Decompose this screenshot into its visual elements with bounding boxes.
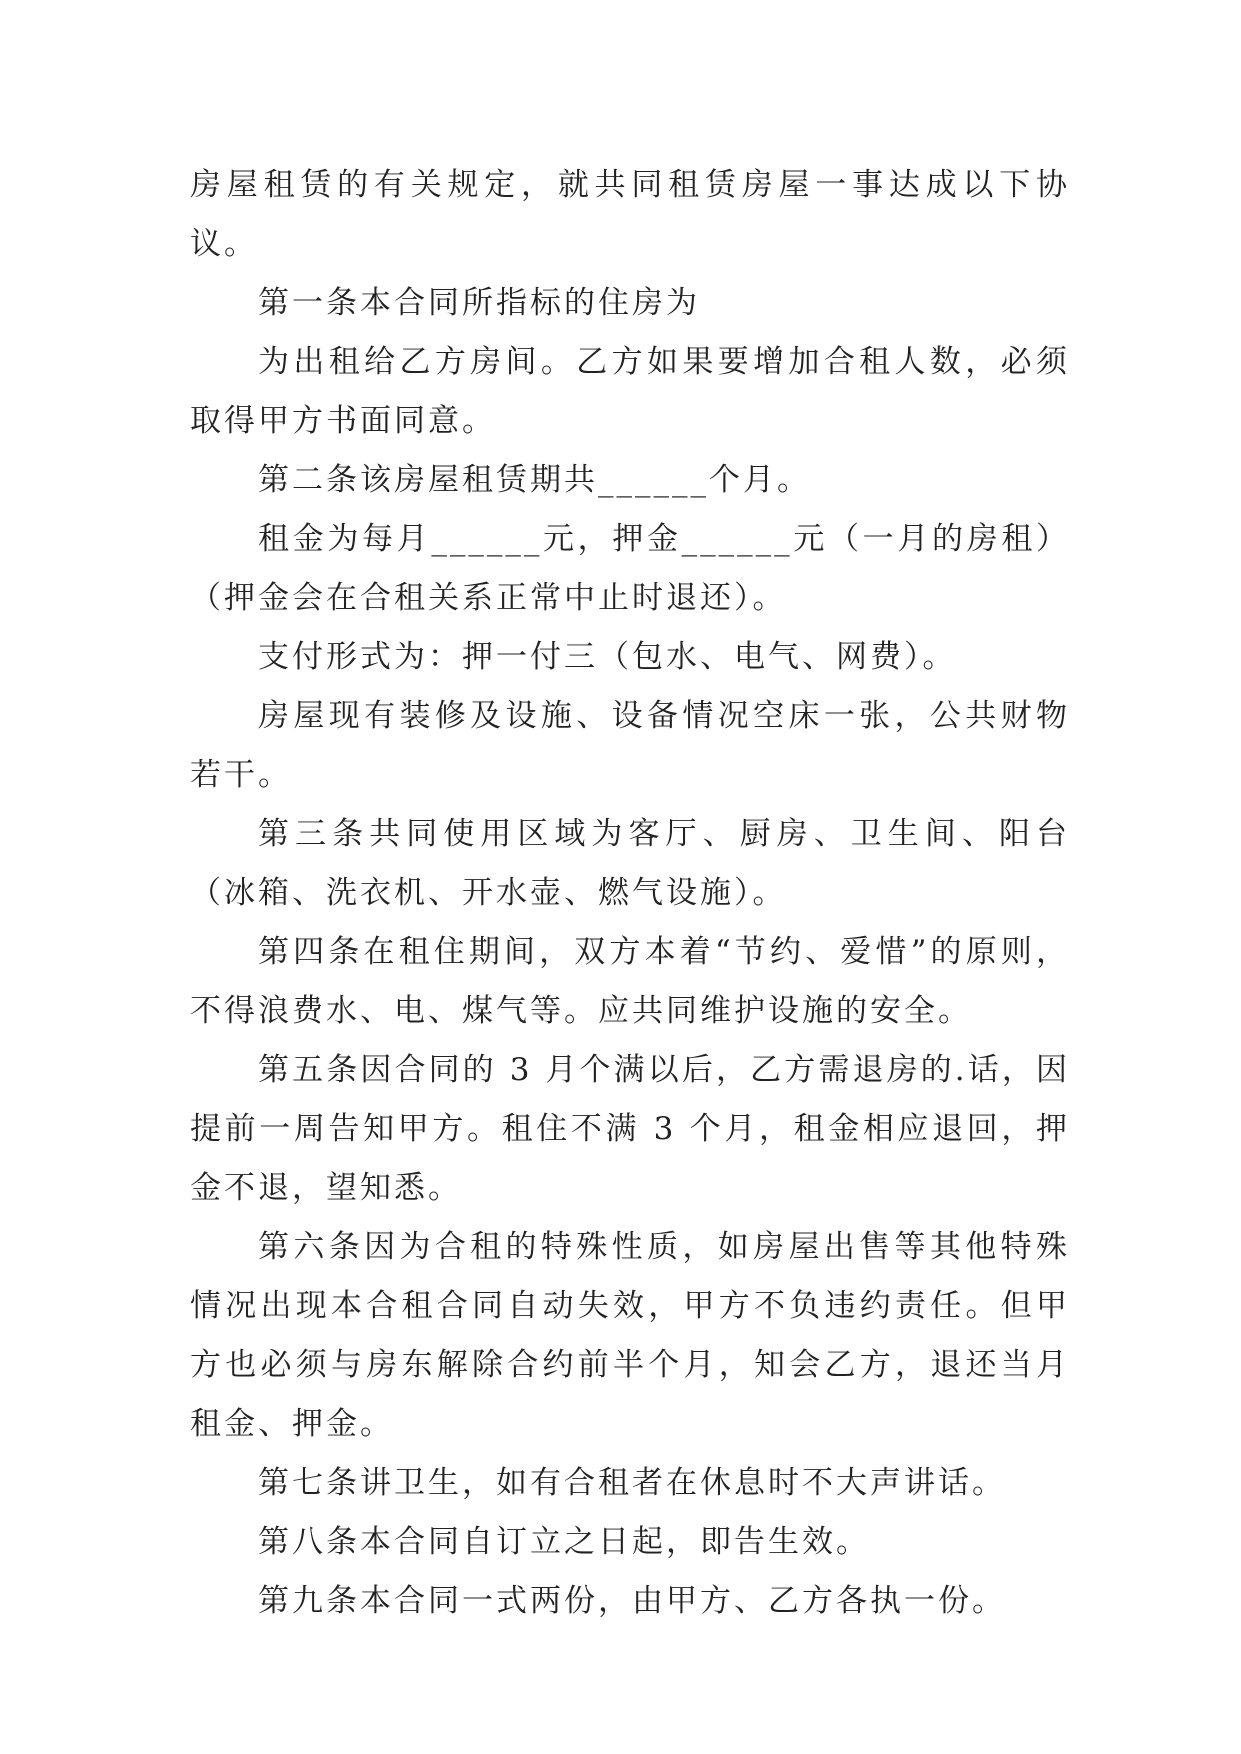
paragraph-article-6: 第六条因为合租的特殊性质，如房屋出售等其他特殊情况出现本合租合同自动失效，甲方不负违约责任。但甲方也必须与房东解除合约前半个月，知会乙方，退还当月租金、押金。 [190, 1229, 1070, 1442]
paragraph-article-1: 第一条本合同所指标的住房为 [258, 285, 700, 321]
paragraph-article-5: 第五条因合同的 3 月个满以后，乙方需退房的.话，因提前一周告知甲方。租住不满 3 个月，租金相应退回，押金不退，望知悉。 [190, 1052, 1070, 1206]
paragraph-article-1-room: 为出租给乙方房间。乙方如果要增加合租人数，必须取得甲方书面同意。 [190, 344, 1070, 439]
paragraph-agreement-intro: 房屋租赁的有关规定，就共同租赁房屋一事达成以下协议。 [190, 167, 1070, 262]
paragraph-furnishings: 房屋现有装修及设施、设备情况空床一张，公共财物若干。 [190, 698, 1070, 793]
paragraph-article-3: 第三条共同使用区域为客厅、厨房、卫生间、阳台（冰箱、洗衣机、开水壶、燃气设施）。 [190, 816, 1070, 911]
paragraph-article-4: 第四条在租住期间，双方本着“节约、爱惜”的原则，不得浪费水、电、煤气等。应共同维护设施的安全。 [190, 934, 1070, 1029]
contract-body [190, 156, 1070, 1631]
paragraph-article-9: 第九条本合同一式两份，由甲方、乙方各执一份。 [258, 1583, 1006, 1619]
paragraph-article-7: 第七条讲卫生，如有合租者在休息时不大声讲话。 [258, 1465, 1006, 1501]
paragraph-article-2: 第二条该房屋租赁期共______个月。 [258, 462, 811, 498]
paragraph-article-8: 第八条本合同自订立之日起，即告生效。 [258, 1524, 870, 1560]
paragraph-rent-deposit: 租金为每月______元，押金______元（一月的房租）（押金会在合租关系正常中止时退还）。 [190, 521, 1070, 616]
paragraph-payment-method: 支付形式为：押一付三（包水、电气、网费）。 [258, 639, 957, 675]
